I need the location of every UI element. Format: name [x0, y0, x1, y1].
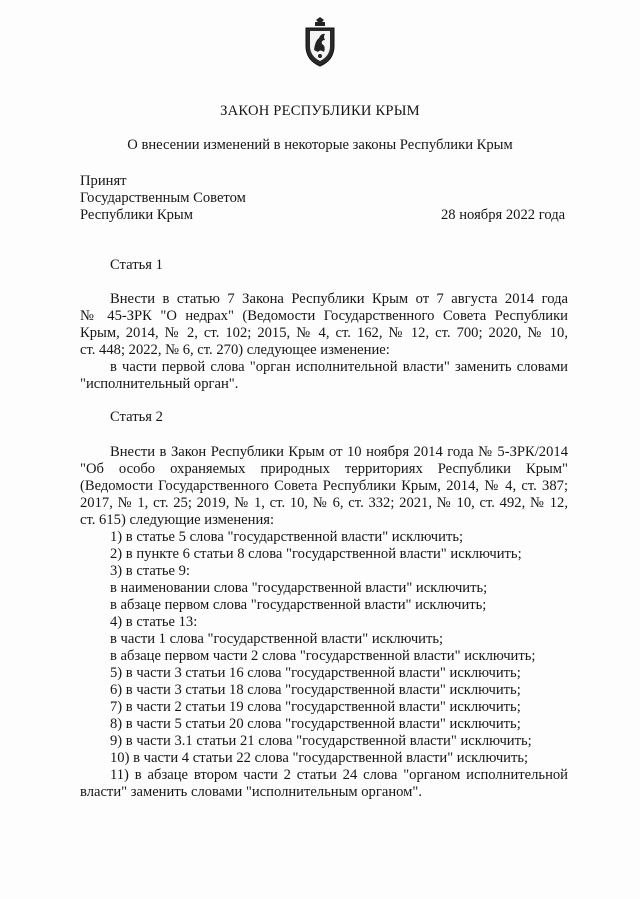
- article-2-list-item: в наименовании слова "государственной власти" исключить;: [110, 580, 488, 596]
- article-2-line: ст. 615) следующие изменения:: [80, 512, 275, 528]
- article-2-list-item: в абзаце первом части 2 слова "государственной власти" исключить;: [110, 648, 536, 664]
- adoption-line-3: Республики Крым: [80, 207, 193, 223]
- article-1-line: № 45-ЗРК "О недрах" (Ведомости Государственного Совета Республики: [80, 308, 568, 324]
- adoption-date: 28 ноября 2022 года: [441, 207, 566, 223]
- article-2-list-item: 10) в части 4 статьи 22 слова "государственной власти" исключить;: [110, 750, 529, 766]
- article-2-list-item: 9) в части 3.1 статьи 21 слова "государственной власти" исключить;: [110, 733, 532, 749]
- article-1-heading: Статья 1: [110, 257, 163, 273]
- article-2-heading: Статья 2: [110, 409, 163, 425]
- article-2-list-item: 7) в части 2 статьи 19 слова "государственной власти" исключить;: [110, 699, 521, 715]
- article-2-list-item: власти" заменить словами "исполнительным органом".: [80, 784, 422, 800]
- article-2-list-item: 11) в абзаце втором части 2 статьи 24 слова "органом исполнительной: [110, 767, 568, 783]
- article-2-list-item: 3) в статье 9:: [110, 563, 190, 579]
- article-2-list-item: 2) в пункте 6 статьи 8 слова "государственной власти" исключить;: [110, 546, 522, 562]
- article-2-list-item: 1) в статье 5 слова "государственной власти" исключить;: [110, 529, 464, 545]
- article-2-line: (Ведомости Государственного Совета Республики Крым, 2014, № 4, ст. 387;: [80, 478, 568, 494]
- article-2-line: 2017, № 1, ст. 25; 2019, № 1, ст. 10, № 6, ст. 332; 2021, № 10, ст. 492, № 12,: [80, 495, 568, 511]
- article-2-list-item: в абзаце первом слова "государственной власти" исключить;: [110, 597, 487, 613]
- coat-of-arms-emblem: [303, 16, 337, 68]
- article-1-line: Внести в статью 7 Закона Республики Крым от 7 августа 2014 года: [110, 291, 568, 307]
- document-subtitle: О внесении изменений в некоторые законы Республики Крым: [127, 137, 513, 153]
- article-2-line: Внести в Закон Республики Крым от 10 ноября 2014 года № 5-ЗРК/2014: [110, 444, 568, 460]
- article-2-list-item: 6) в части 3 статьи 18 слова "государственной власти" исключить;: [110, 682, 521, 698]
- article-2-list-item: в части 1 слова "государственной власти" исключить;: [110, 631, 444, 647]
- adoption-line-1: Принят: [80, 173, 127, 189]
- article-2-list-item: 8) в части 5 статьи 20 слова "государственной власти" исключить;: [110, 716, 521, 732]
- article-2-line: "Об особо охраняемых природных территориях Республики Крым": [80, 461, 568, 477]
- article-1-line: "исполнительный орган".: [80, 376, 239, 392]
- article-1-line: ст. 448; 2022, № 6, ст. 270) следующее изменение:: [80, 342, 390, 358]
- article-2-list-item: 4) в статье 13:: [110, 614, 198, 630]
- article-1-line: в части первой слова "орган исполнительной власти" заменить словами: [110, 359, 568, 375]
- adoption-line-2: Государственным Советом: [80, 190, 246, 206]
- article-2-list-item: 5) в части 3 статьи 16 слова "государственной власти" исключить;: [110, 665, 521, 681]
- document-title: ЗАКОН РЕСПУБЛИКИ КРЫМ: [220, 103, 420, 119]
- article-1-line: Крым, 2014, № 2, ст. 102; 2015, № 4, ст. 162, № 12, ст. 700; 2020, № 10,: [80, 325, 568, 341]
